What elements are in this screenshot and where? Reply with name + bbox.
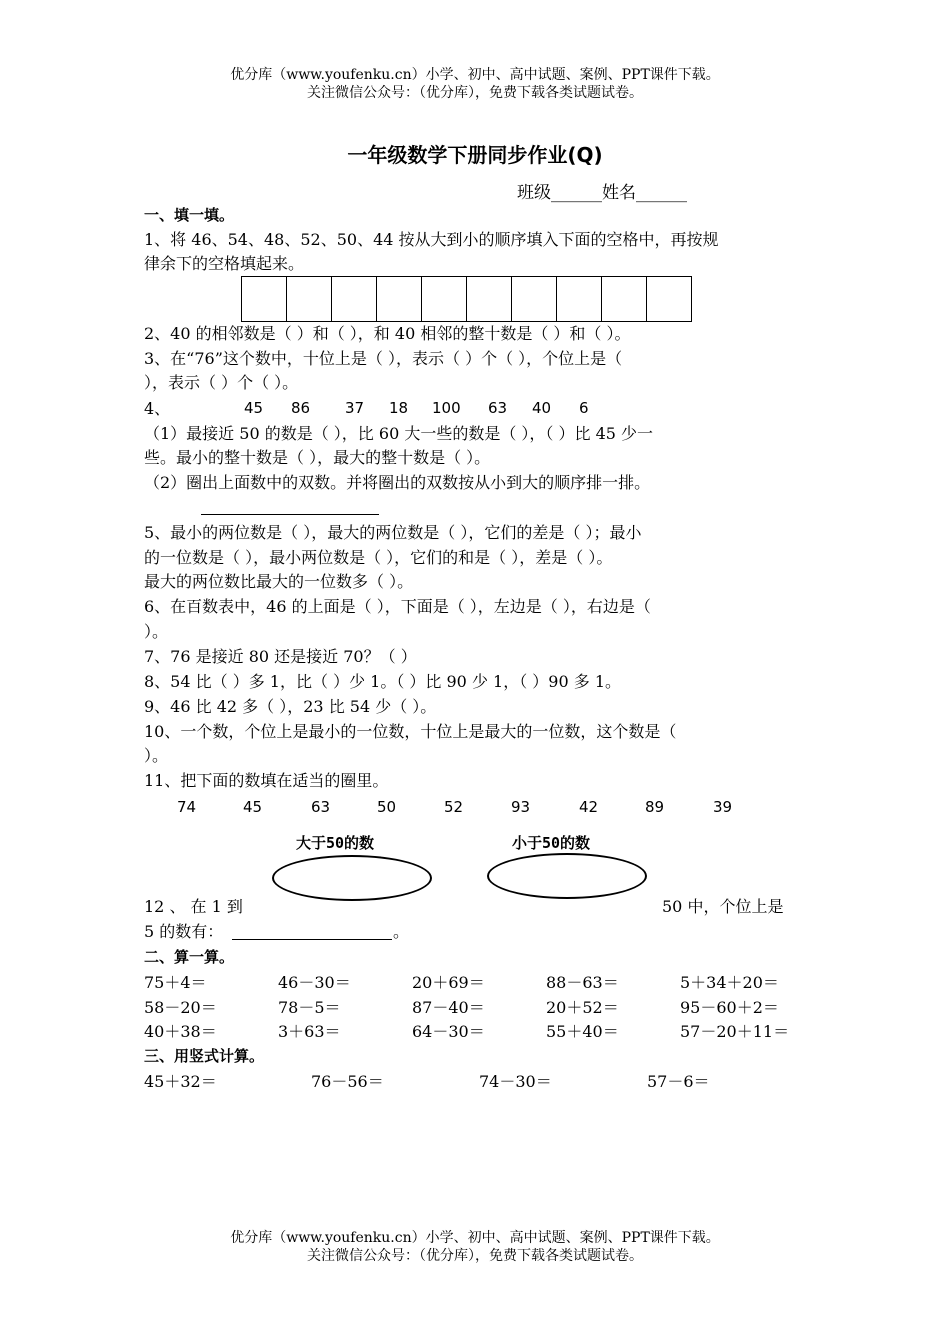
oval-less-than-50[interactable] (487, 853, 647, 899)
q4-number: 37 (345, 399, 365, 417)
q1-line-b: 律余下的空格填起来。 (144, 254, 305, 273)
calc-item: 55＋40＝ (546, 1022, 619, 1041)
q11-number: 42 (579, 798, 599, 816)
calc-item: 95－60＋2＝ (680, 998, 779, 1017)
calc-item: 87－40＝ (412, 998, 485, 1017)
q12-line-b: 5 的数有： (144, 922, 224, 941)
vertical-calc-item: 76－56＝ (311, 1072, 384, 1091)
q12-line-b-end: 。 (393, 922, 410, 941)
q10-line-a: 10、一个数，个位上是最小的一位数，十位上是最大的一位数，这个数是（ (144, 722, 677, 741)
calc-item: 5＋34＋20＝ (680, 973, 779, 992)
footer-line-2: 关注微信公众号：（优分库），免费下载各类试题试卷。 (307, 1248, 643, 1264)
q4-number: 18 (389, 399, 409, 417)
footer-line-1: 优分库（www.youfenku.cn）小学、初中、高中试题、案例、PPT课件下载。 (230, 1230, 720, 1246)
calc-item: 88－63＝ (546, 973, 619, 992)
oval-left-label: 大于50的数 (296, 834, 375, 852)
grid-cell[interactable] (467, 276, 512, 322)
q11-number: 63 (311, 798, 331, 816)
q3-line-b: ），表示（ ）个（ ）。 (144, 373, 299, 392)
grid-cell[interactable] (287, 276, 332, 322)
q4-number: 6 (579, 399, 589, 417)
grid-cell[interactable] (377, 276, 422, 322)
grid-cell[interactable] (602, 276, 647, 322)
page-title: 一年级数学下册同步作业(Q) (347, 143, 603, 167)
calc-item: 20＋69＝ (412, 973, 485, 992)
q12-line-a-left: 12 、 在 1 到 (144, 897, 243, 916)
q12-line-a-right: 50 中，个位上是 (662, 897, 784, 916)
grid-cell[interactable] (242, 276, 287, 322)
vertical-calc-item: 45＋32＝ (144, 1072, 217, 1091)
q3-line-a: 3、在“76”这个数中，十位上是（ ），表示（ ）个（ ），个位上是（ (144, 349, 623, 368)
q6-line-b: ）。 (144, 622, 169, 641)
q8-line: 8、54 比（ ）多 1，比（ ）少 1。（ ）比 90 少 1，（ ）90 多 1。 (144, 672, 622, 691)
vertical-calc-item: 74－30＝ (479, 1072, 552, 1091)
q5-line-c: 最大的两位数比最大的一位数多（ ）。 (144, 572, 414, 591)
q7-line: 7、76 是接近 80 还是接近 70？（ ） (144, 647, 417, 666)
vertical-calc-item: 57－6＝ (647, 1072, 710, 1091)
oval-greater-than-50[interactable] (272, 855, 432, 901)
calc-item: 58－20＝ (144, 998, 217, 1017)
calc-item: 3＋63＝ (278, 1022, 341, 1041)
q5-line-a: 5、最小的两位数是（ ），最大的两位数是（ ），它们的差是（ ）；最小 (144, 523, 642, 542)
oval-right-label: 小于50的数 (512, 834, 591, 852)
q1-answer-grid (241, 276, 692, 322)
q11-number: 39 (713, 798, 733, 816)
calc-item: 46－30＝ (278, 973, 351, 992)
q4-label: 4、 (144, 399, 171, 418)
q4-number: 86 (291, 399, 311, 417)
q4-2-line: （2）圈出上面数中的双数。并将圈出的双数按从小到大的顺序排一排。 (144, 473, 651, 492)
q4-number: 100 (432, 399, 461, 417)
q11-number: 93 (511, 798, 531, 816)
q1-line-a: 1、将 46、54、48、52、50、44 按从大到小的顺序填入下面的空格中，再按规 (144, 230, 719, 249)
q4-answer-blank[interactable] (201, 514, 379, 515)
q11-number: 52 (444, 798, 464, 816)
q11-number: 45 (243, 798, 263, 816)
q12-answer-blank[interactable] (232, 939, 392, 940)
q11-number: 50 (377, 798, 397, 816)
q4-number: 63 (488, 399, 508, 417)
class-name-line: 班级______姓名______ (517, 183, 687, 203)
q6-line-a: 6、在百数表中，46 的上面是（ ），下面是（ ），左边是（ ），右边是（ (144, 597, 651, 616)
q4-1-line-b: 些。最小的整十数是（ ），最大的整十数是（ ）。 (144, 448, 491, 467)
grid-cell[interactable] (512, 276, 557, 322)
calc-item: 75＋4＝ (144, 973, 207, 992)
q11-line: 11、把下面的数填在适当的圈里。 (144, 771, 389, 790)
header-line-2: 关注微信公众号：（优分库），免费下载各类试题试卷。 (307, 85, 643, 101)
section2-heading: 二、算一算。 (144, 948, 235, 966)
calc-item: 57－20＋11＝ (680, 1022, 790, 1041)
header-line-1: 优分库（www.youfenku.cn）小学、初中、高中试题、案例、PPT课件下载。 (230, 67, 720, 83)
calc-item: 40＋38＝ (144, 1022, 217, 1041)
q4-1-line-a: （1）最接近 50 的数是（ ），比 60 大一些的数是（ ），（ ）比 45 少一 (144, 424, 654, 443)
grid-cell[interactable] (422, 276, 467, 322)
q11-number: 89 (645, 798, 665, 816)
q4-number: 45 (244, 399, 264, 417)
q2-line: 2、40 的相邻数是（ ）和（ ），和 40 相邻的整十数是（ ）和（ ）。 (144, 324, 631, 343)
q5-line-b: 的一位数是（ ），最小两位数是（ ），它们的和是（ ），差是（ ）。 (144, 548, 613, 567)
grid-cell[interactable] (647, 276, 692, 322)
q10-line-b: ）。 (144, 746, 169, 765)
calc-item: 64－30＝ (412, 1022, 485, 1041)
q11-number: 74 (177, 798, 197, 816)
grid-cell[interactable] (557, 276, 602, 322)
q4-number: 40 (532, 399, 552, 417)
section1-heading: 一、填一填。 (144, 206, 235, 224)
calc-item: 20＋52＝ (546, 998, 619, 1017)
grid-cell[interactable] (332, 276, 377, 322)
calc-item: 78－5＝ (278, 998, 341, 1017)
section3-heading: 三、用竖式计算。 (144, 1047, 265, 1065)
q9-line: 9、46 比 42 多（ ），23 比 54 少（ ）。 (144, 697, 437, 716)
